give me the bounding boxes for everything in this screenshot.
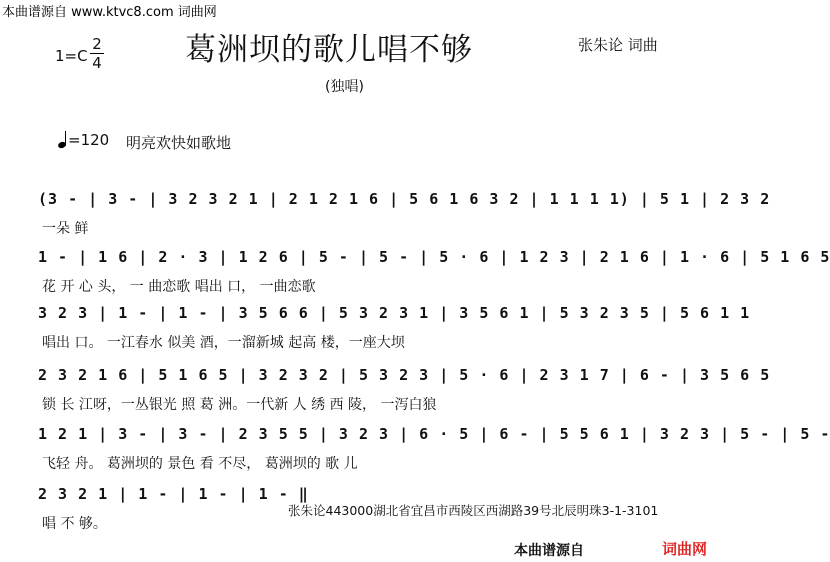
- lyric-line-2: 花 开 心 头， 一 曲恋歌 唱出 口， 一曲恋歌: [42, 279, 316, 295]
- footer-site-logo: 词曲网: [662, 540, 708, 558]
- expression-marking: 明亮欢快如歌地: [126, 134, 232, 152]
- lyric-line-5: 飞轻 舟。 葛洲坝的 景色 看 不尽， 葛洲坝的 歌 儿: [42, 456, 358, 472]
- lyric-line-3: 唱出 口。 一江春水 似美 酒，一溜新城 起高 楼，一座大坝: [42, 335, 405, 351]
- lyric-line-4: 锁 长 江呀，一丛银光 照 葛 洲。一代新 人 绣 西 陵， 一泻白狼: [42, 397, 437, 413]
- contact-address: 张朱论443000湖北省宜昌市西陵区西湖路39号北辰明珠3-1-3101: [288, 503, 659, 518]
- tempo-marking: [58, 131, 109, 149]
- performance-mode: (独唱): [325, 79, 364, 95]
- tempo-value: =120: [68, 131, 110, 149]
- footer-source-label: 本曲谱源自: [514, 543, 584, 559]
- score-line-2: 1 - | 1 6 | 2 · 3 | 1 2 6 | 5 - | 5 - | 5 · 6 | 1 2 3 | 2 1 6 | 1 · 6 | 5 1 6 5: [38, 248, 830, 266]
- lyric-line-1: 一朵 鲜: [42, 221, 89, 237]
- score-line-6: 2 3 2 1 | 1 - | 1 - | 1 - ‖: [38, 485, 309, 503]
- meter-top: 2: [92, 35, 102, 53]
- site-banner: 本曲谱源自 www.ktvc8.com 词曲网: [2, 5, 217, 20]
- key-signature: 1=C: [55, 47, 88, 65]
- time-signature: [90, 36, 104, 71]
- score-line-1: (3 - | 3 - | 3 2 3 2 1 | 2 1 2 1 6 | 5 6 1 6 3 2 | 1 1 1 1) | 5 1 | 2 3 2: [38, 190, 771, 208]
- meter-bottom: 4: [92, 54, 102, 72]
- song-title: 葛洲坝的歌儿唱不够: [185, 32, 473, 68]
- score-line-5: 1 2 1 | 3 - | 3 - | 2 3 5 5 | 3 2 3 | 6 · 5 | 6 - | 5 5 6 1 | 3 2 3 | 5 - | 5 -: [38, 425, 830, 443]
- lyric-line-6: 唱 不 够。: [42, 516, 107, 532]
- composer-credit: 张朱论 词曲: [578, 36, 658, 54]
- score-line-3: 3 2 3 | 1 - | 1 - | 3 5 6 6 | 5 3 2 3 1 | 3 5 6 1 | 5 3 2 3 5 | 5 6 1 1: [38, 304, 751, 322]
- score-line-4: 2 3 2 1 6 | 5 1 6 5 | 3 2 3 2 | 5 3 2 3 | 5 · 6 | 2 3 1 7 | 6 - | 3 5 6 5: [38, 366, 771, 384]
- quarter-note-icon: [58, 131, 68, 149]
